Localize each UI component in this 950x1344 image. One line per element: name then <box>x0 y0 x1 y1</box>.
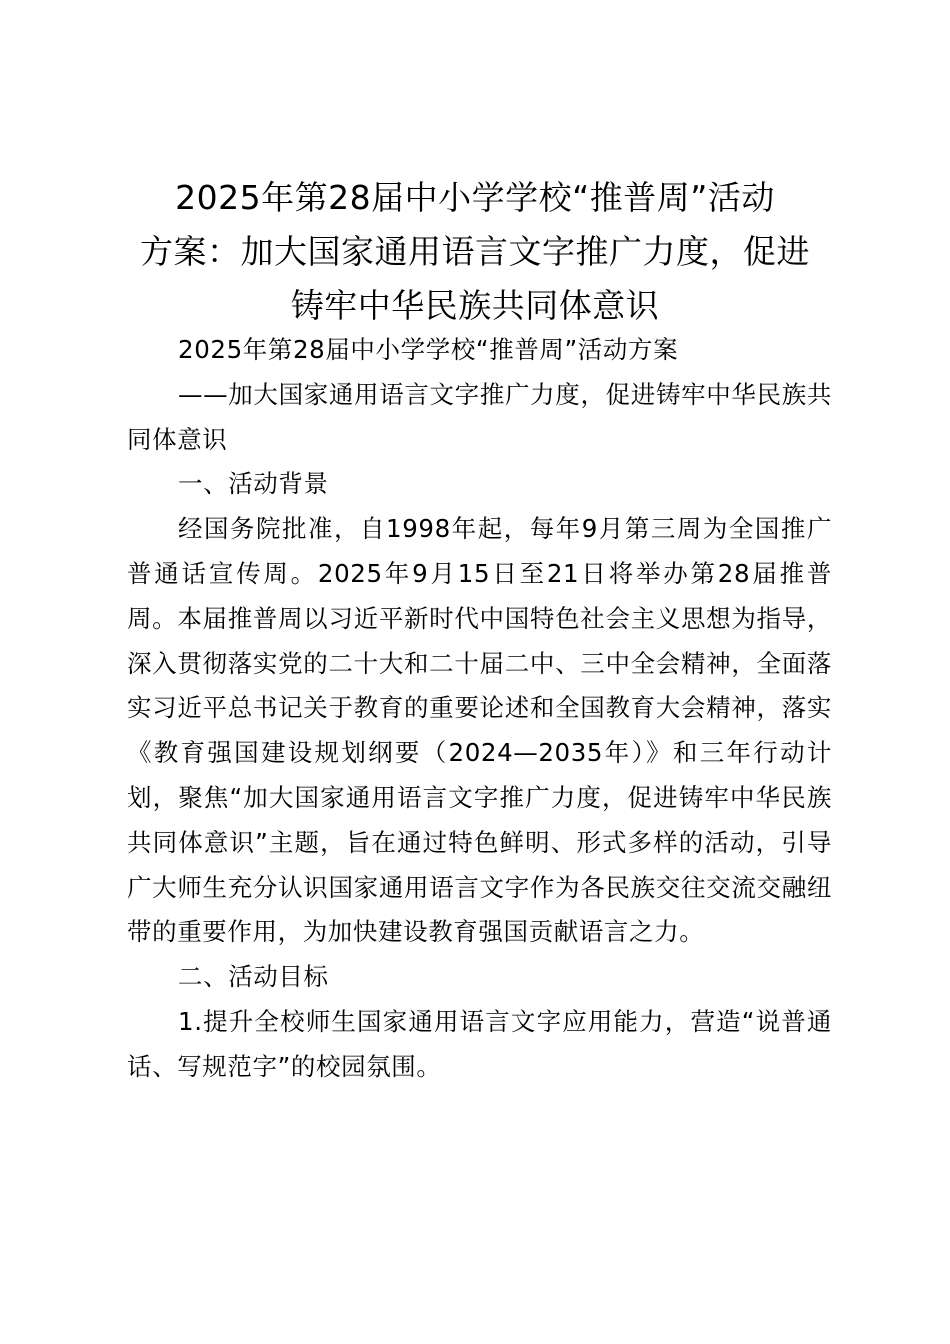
background-paragraph: 经国务院批准，自1998年起，每年9月第三周为全国推广普通话宣传周。2025年9月15日至21日将举办第28届推普周。本届推普周以习近平新时代中国特色社会主义思想为指导，深入贯彻落实党的二十大和二十届二中、三中全会精神，全面落实习近平总书记关于教育的重要论述和全国教育大会精神，落实《教育强国建设规划纲要（2024—2035年）》和三年行动计划，聚焦“加大国家通用语言文字推广力度，促进铸牢中华民族共同体意识”主题，旨在通过特色鲜明、形式多样的活动，引导广大师生充分认识国家通用语言文字作为各民族交往交流交融纽带的重要作用，为加快建设教育强国贡献语言之力。 <box>127 514 832 947</box>
document-body <box>127 328 832 1090</box>
subtitle-theme: ——加大国家通用语言文字推广力度，促进铸牢中华民族共同体意识 <box>127 379 832 454</box>
title-line-2: 方案：加大国家通用语言文字推广力度，促进 <box>140 232 810 271</box>
title-line-1: 2025年第28届中小学学校“推普周”活动 <box>175 178 775 217</box>
section-heading-goals: 二、活动目标 <box>178 962 329 992</box>
document-title <box>118 171 832 333</box>
section-heading-background: 一、活动背景 <box>178 469 329 499</box>
subtitle: 2025年第28届中小学学校“推普周”活动方案 <box>178 335 679 364</box>
goal-item-1: 1.提升全校师生国家通用语言文字应用能力，营造“说普通话、写规范字”的校园氛围。 <box>127 1006 832 1081</box>
title-line-3: 铸牢中华民族共同体意识 <box>290 286 660 325</box>
